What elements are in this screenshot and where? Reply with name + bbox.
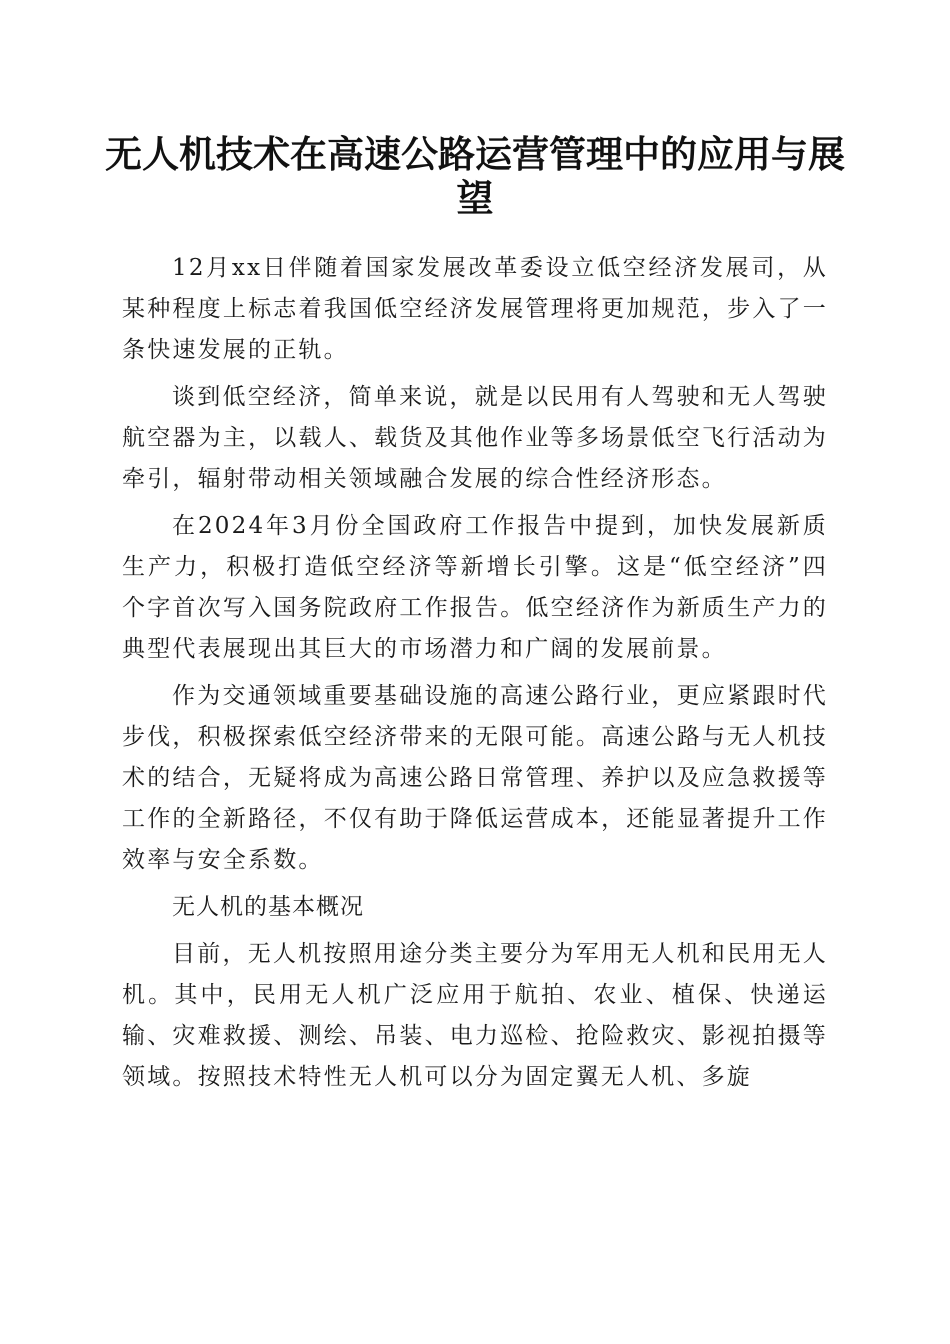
paragraph-highway-industry: 作为交通领域重要基础设施的高速公路行业，更应紧跟时代步伐，积极探索低空经济带来的无限可能。高速公路与无人机技术的结合，无疑将成为高速公路日常管理、养护以及应急救援等工作的全新路径，不仅有助于降低运营成本，还能显著提升工作效率与安全系数。 — [122, 683, 828, 873]
paragraph-intro: 12月xx日伴随着国家发展改革委设立低空经济发展司，从某种程度上标志着我国低空经济发展管理将更加规范，步入了一条快速发展的正轨。 — [122, 255, 828, 363]
paragraph-definition: 谈到低空经济，简单来说，就是以民用有人驾驶和无人驾驶航空器为主，以载人、载货及其他作业等多场景低空飞行活动为牵引，辐射带动相关领域融合发展的综合性经济形态。 — [122, 384, 828, 492]
document-body — [122, 248, 828, 1104]
document-title: 无人机技术在高速公路运营管理中的应用与展望 — [105, 132, 845, 220]
paragraph-government-report: 在2024年3月份全国政府工作报告中提到，加快发展新质生产力，积极打造低空经济等新增长引擎。这是“低空经济”四个字首次写入国务院政府工作报告。低空经济作为新质生产力的典型代表展现出其巨大的市场潜力和广阔的发展前景。 — [122, 513, 828, 662]
paragraph-drone-classification: 目前，无人机按照用途分类主要分为军用无人机和民用无人机。其中，民用无人机广泛应用于航拍、农业、植保、快递运输、灾难救援、测绘、吊装、电力巡检、抢险救灾、影视拍摄等领域。按照技术特性无人机可以分为固定翼无人机、多旋 — [122, 941, 828, 1090]
section-heading: 无人机的基本概况 — [172, 894, 364, 920]
